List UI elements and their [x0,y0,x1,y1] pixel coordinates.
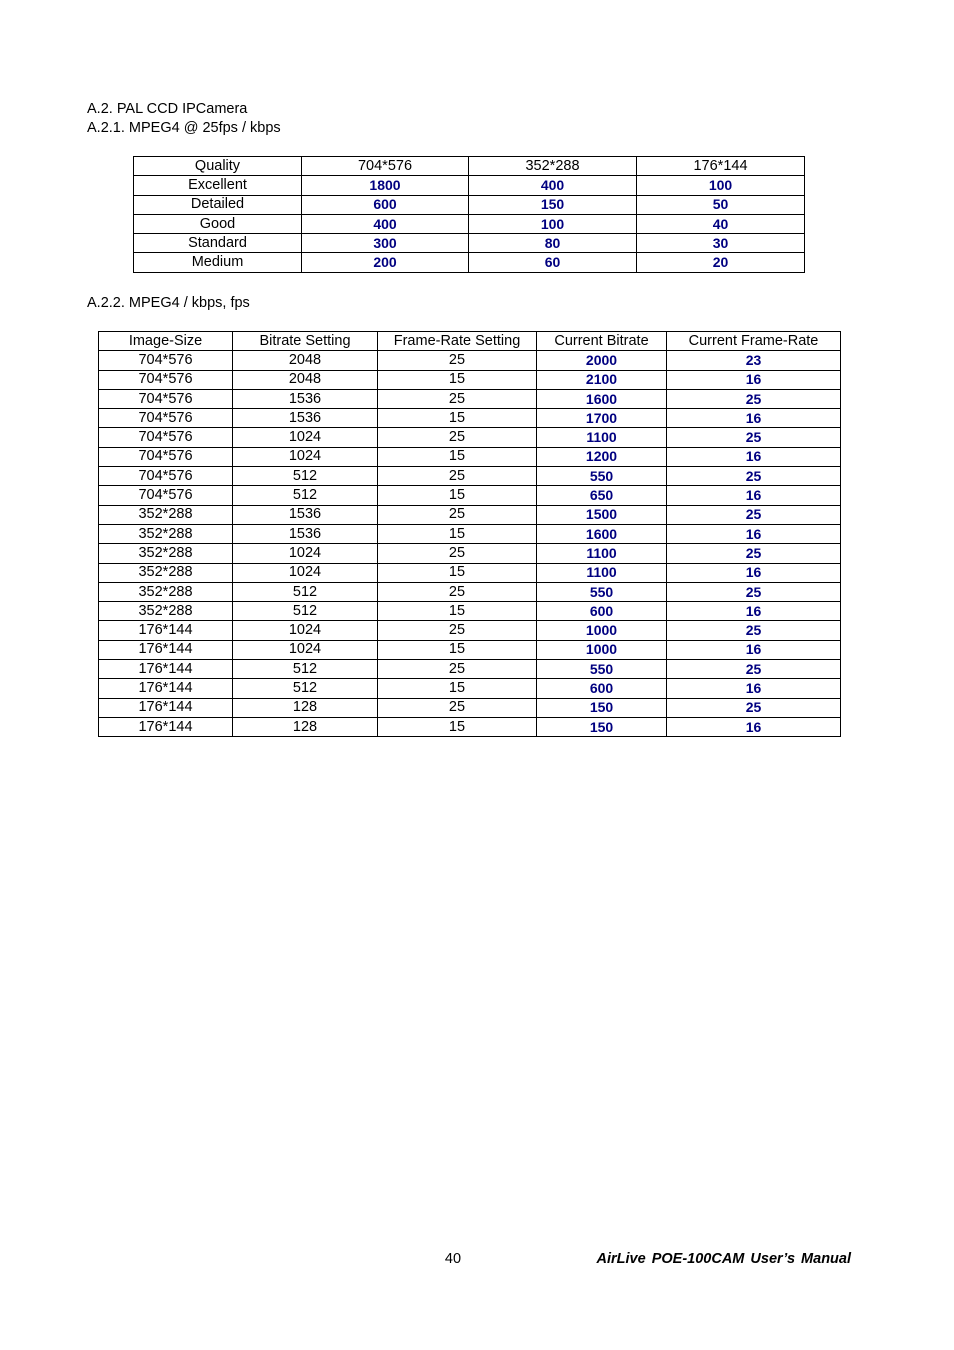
value-cell: 25 [667,698,841,717]
table-row [99,563,841,582]
label-cell: 352*288 [99,544,233,563]
column-header: Frame-Rate Setting [378,332,537,351]
label-cell: 15 [378,640,537,659]
label-cell: Excellent [134,176,302,195]
table-row [99,717,841,736]
label-cell: 128 [233,717,378,736]
label-cell: 25 [378,389,537,408]
label-cell: 704*576 [99,486,233,505]
value-cell: 1700 [537,409,667,428]
subsection-heading-mpeg4-kbps-fps: A.2.2. MPEG4 / kbps, fps [87,295,250,311]
value-cell: 2100 [537,370,667,389]
value-cell: 150 [537,698,667,717]
table-row [99,428,841,447]
label-cell: 1024 [233,544,378,563]
table-row [99,544,841,563]
label-cell: 25 [378,582,537,601]
label-cell: 2048 [233,370,378,389]
header-row [99,332,841,351]
table-row [99,447,841,466]
value-cell: 16 [667,486,841,505]
table-row [99,409,841,428]
column-header: 704*576 [302,157,469,176]
section-heading: A.2. PAL CCD IPCamera [87,101,248,117]
label-cell: 352*288 [99,602,233,621]
column-header: Current Bitrate [537,332,667,351]
value-cell: 1600 [537,389,667,408]
value-cell: 550 [537,660,667,679]
table-row [134,195,805,214]
label-cell: 1536 [233,505,378,524]
label-cell: 704*576 [99,428,233,447]
value-cell: 650 [537,486,667,505]
value-cell: 1500 [537,505,667,524]
table-row [99,582,841,601]
column-header: 352*288 [469,157,637,176]
label-cell: 25 [378,660,537,679]
label-cell: 1024 [233,447,378,466]
quality-bitrate-table [133,156,805,273]
table-row [99,524,841,543]
label-cell: 1536 [233,409,378,428]
value-cell: 600 [302,195,469,214]
value-cell: 30 [637,234,805,253]
value-cell: 200 [302,253,469,272]
value-cell: 16 [667,640,841,659]
table-row [99,621,841,640]
value-cell: 550 [537,467,667,486]
table-row [99,370,841,389]
label-cell: 1536 [233,389,378,408]
label-cell: 1024 [233,563,378,582]
table-row [99,389,841,408]
value-cell: 16 [667,563,841,582]
value-cell: 150 [537,717,667,736]
value-cell: 1000 [537,621,667,640]
value-cell: 25 [667,544,841,563]
value-cell: 25 [667,505,841,524]
label-cell: 704*576 [99,370,233,389]
value-cell: 25 [667,467,841,486]
value-cell: 20 [637,253,805,272]
value-cell: 25 [667,428,841,447]
value-cell: 100 [469,214,637,233]
column-header: Bitrate Setting [233,332,378,351]
value-cell: 16 [667,602,841,621]
label-cell: 352*288 [99,505,233,524]
table-row [134,253,805,272]
value-cell: 25 [667,389,841,408]
value-cell: 1100 [537,428,667,447]
value-cell: 550 [537,582,667,601]
table-row [134,234,805,253]
label-cell: 15 [378,370,537,389]
value-cell: 80 [469,234,637,253]
header-row [134,157,805,176]
label-cell: 176*144 [99,717,233,736]
label-cell: 512 [233,486,378,505]
label-cell: 704*576 [99,447,233,466]
label-cell: 1024 [233,428,378,447]
label-cell: 15 [378,447,537,466]
column-header: Quality [134,157,302,176]
label-cell: 704*576 [99,409,233,428]
label-cell: 176*144 [99,679,233,698]
table-row [134,214,805,233]
column-header: Current Frame-Rate [667,332,841,351]
label-cell: 512 [233,467,378,486]
label-cell: 512 [233,602,378,621]
label-cell: 15 [378,717,537,736]
label-cell: 176*144 [99,640,233,659]
label-cell: 25 [378,428,537,447]
label-cell: 15 [378,524,537,543]
value-cell: 16 [667,524,841,543]
label-cell: 704*576 [99,389,233,408]
label-cell: 176*144 [99,621,233,640]
value-cell: 60 [469,253,637,272]
value-cell: 25 [667,621,841,640]
label-cell: 352*288 [99,563,233,582]
value-cell: 16 [667,409,841,428]
label-cell: Medium [134,253,302,272]
value-cell: 16 [667,447,841,466]
value-cell: 23 [667,351,841,370]
value-cell: 25 [667,582,841,601]
label-cell: 352*288 [99,582,233,601]
label-cell: 704*576 [99,467,233,486]
label-cell: 15 [378,602,537,621]
label-cell: 1024 [233,621,378,640]
table-row [99,467,841,486]
table-row [99,660,841,679]
label-cell: 1536 [233,524,378,543]
label-cell: 176*144 [99,698,233,717]
value-cell: 400 [469,176,637,195]
page-number: 40 [444,1251,462,1267]
label-cell: 704*576 [99,351,233,370]
column-header: Image-Size [99,332,233,351]
value-cell: 50 [637,195,805,214]
value-cell: 1100 [537,563,667,582]
value-cell: 150 [469,195,637,214]
label-cell: 25 [378,505,537,524]
subsection-heading-mpeg4-25fps: A.2.1. MPEG4 @ 25fps / kbps [87,120,281,136]
table-row [134,176,805,195]
value-cell: 25 [667,660,841,679]
value-cell: 40 [637,214,805,233]
label-cell: 25 [378,621,537,640]
table-row [99,602,841,621]
bitrate-framerate-table [98,331,841,737]
label-cell: 352*288 [99,524,233,543]
column-header: 176*144 [637,157,805,176]
value-cell: 600 [537,679,667,698]
table-row [99,505,841,524]
label-cell: Standard [134,234,302,253]
value-cell: 600 [537,602,667,621]
label-cell: 15 [378,409,537,428]
label-cell: 512 [233,679,378,698]
label-cell: 25 [378,698,537,717]
label-cell: 512 [233,582,378,601]
label-cell: 15 [378,563,537,582]
value-cell: 300 [302,234,469,253]
value-cell: 16 [667,717,841,736]
table-row [99,698,841,717]
table-row [99,640,841,659]
value-cell: 1000 [537,640,667,659]
value-cell: 16 [667,679,841,698]
label-cell: 25 [378,351,537,370]
value-cell: 2000 [537,351,667,370]
value-cell: 400 [302,214,469,233]
label-cell: 2048 [233,351,378,370]
table-row [99,486,841,505]
value-cell: 16 [667,370,841,389]
label-cell: 25 [378,544,537,563]
manual-title: AirLive POE-100CAM User’s Manual [596,1251,851,1267]
label-cell: 15 [378,486,537,505]
table-row [99,351,841,370]
label-cell: 176*144 [99,660,233,679]
value-cell: 100 [637,176,805,195]
value-cell: 1100 [537,544,667,563]
label-cell: 15 [378,679,537,698]
label-cell: Good [134,214,302,233]
value-cell: 1200 [537,447,667,466]
value-cell: 1800 [302,176,469,195]
label-cell: 512 [233,660,378,679]
value-cell: 1600 [537,524,667,543]
label-cell: 1024 [233,640,378,659]
table-row [99,679,841,698]
label-cell: 25 [378,467,537,486]
label-cell: Detailed [134,195,302,214]
label-cell: 128 [233,698,378,717]
